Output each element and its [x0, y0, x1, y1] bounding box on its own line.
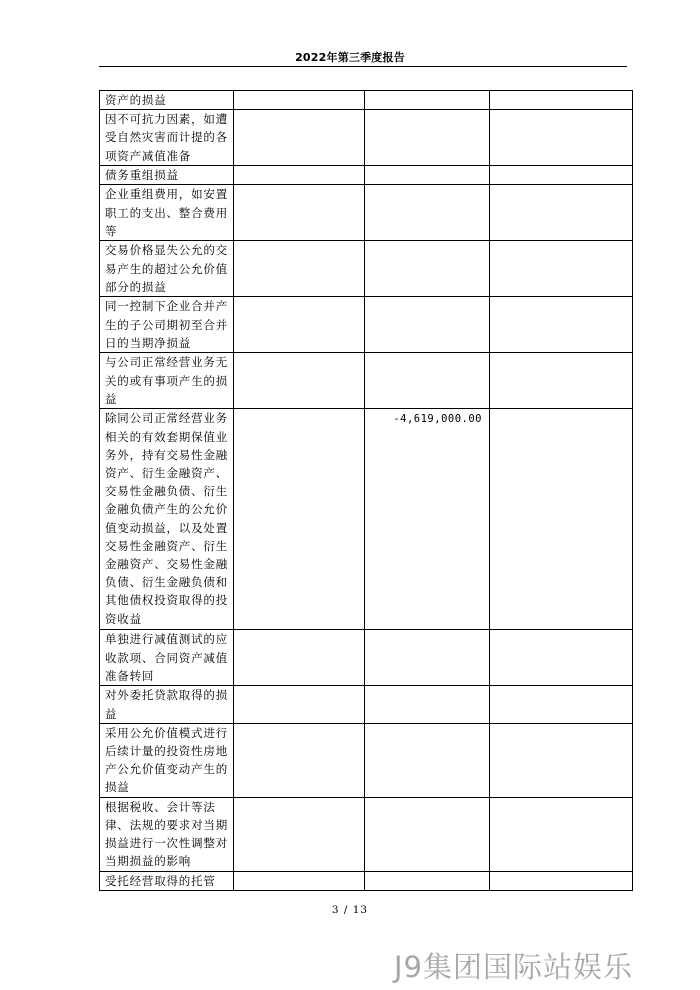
header-divider	[99, 66, 627, 67]
table-row	[100, 797, 633, 871]
year-to-date-value	[365, 630, 490, 686]
year-to-date-value	[365, 110, 490, 166]
note-cell	[490, 353, 633, 409]
table-row	[100, 871, 633, 890]
current-period-value	[234, 241, 365, 297]
note-cell	[490, 91, 633, 110]
table-row	[100, 297, 633, 353]
item-label: 对外委托贷款取得的损益	[100, 686, 234, 723]
current-period-value	[234, 297, 365, 353]
table-row	[100, 110, 633, 166]
current-period-value	[234, 409, 365, 630]
current-period-value	[234, 630, 365, 686]
table-row	[100, 241, 633, 297]
note-cell	[490, 686, 633, 723]
current-period-value	[234, 110, 365, 166]
year-to-date-value	[365, 871, 490, 890]
table-row	[100, 686, 633, 723]
year-to-date-value	[365, 723, 490, 797]
note-cell	[490, 797, 633, 871]
year-to-date-value	[365, 797, 490, 871]
note-cell	[490, 723, 633, 797]
current-period-value	[234, 797, 365, 871]
note-cell	[490, 297, 633, 353]
table-row	[100, 409, 633, 630]
note-cell	[490, 166, 633, 185]
current-period-value	[234, 185, 365, 241]
note-cell	[490, 409, 633, 630]
note-cell	[490, 185, 633, 241]
note-cell	[490, 630, 633, 686]
table-row	[100, 166, 633, 185]
item-label: 受托经营取得的托管	[100, 871, 234, 890]
year-to-date-value	[365, 686, 490, 723]
current-period-value	[234, 723, 365, 797]
table-row	[100, 723, 633, 797]
table-row	[100, 630, 633, 686]
year-to-date-value	[365, 166, 490, 185]
note-cell	[490, 871, 633, 890]
year-to-date-value: -4,619,000.00	[365, 409, 490, 630]
table-row	[100, 353, 633, 409]
item-label: 单独进行减值测试的应收款项、合同资产减值准备转回	[100, 630, 234, 686]
page-number: 3 / 13	[331, 904, 369, 916]
table-row	[100, 185, 633, 241]
table-row	[100, 91, 633, 110]
current-period-value	[234, 871, 365, 890]
year-to-date-value	[365, 297, 490, 353]
item-label: 企业重组费用，如安置职工的支出、整合费用等	[100, 185, 234, 241]
item-label: 资产的损益	[100, 91, 234, 110]
year-to-date-value	[365, 91, 490, 110]
note-cell	[490, 241, 633, 297]
current-period-value	[234, 166, 365, 185]
year-to-date-value	[365, 241, 490, 297]
year-to-date-value	[365, 185, 490, 241]
item-label: 根据税收、会计等法律、法规的要求对当期损益进行一次性调整对当期损益的影响	[100, 797, 234, 871]
non-recurring-items-table	[99, 90, 633, 891]
item-label: 与公司正常经营业务无关的或有事项产生的损益	[100, 353, 234, 409]
item-label: 采用公允价值模式进行后续计量的投资性房地产公允价值变动产生的损益	[100, 723, 234, 797]
item-label: 除同公司正常经营业务相关的有效套期保值业务外，持有交易性金融资产、衍生金融资产、交易性金融负债、衍生金融负债产生的公允价值变动损益，以及处置交易性金融资产、衍生金融资产、交易性金融负债、衍生金融负债和其他债权投资取得的投资收益	[100, 409, 234, 630]
report-title: 2022年第三季度报告	[295, 51, 405, 64]
current-period-value	[234, 353, 365, 409]
item-label: 同一控制下企业合并产生的子公司期初至合并日的当期净损益	[100, 297, 234, 353]
current-period-value	[234, 686, 365, 723]
item-label: 债务重组损益	[100, 166, 234, 185]
item-label: 因不可抗力因素，如遭受自然灾害而计提的各项资产减值准备	[100, 110, 234, 166]
watermark-text: J9集团国际站娱乐	[394, 950, 634, 984]
current-period-value	[234, 91, 365, 110]
item-label: 交易价格显失公允的交易产生的超过公允价值部分的损益	[100, 241, 234, 297]
year-to-date-value	[365, 353, 490, 409]
note-cell	[490, 110, 633, 166]
